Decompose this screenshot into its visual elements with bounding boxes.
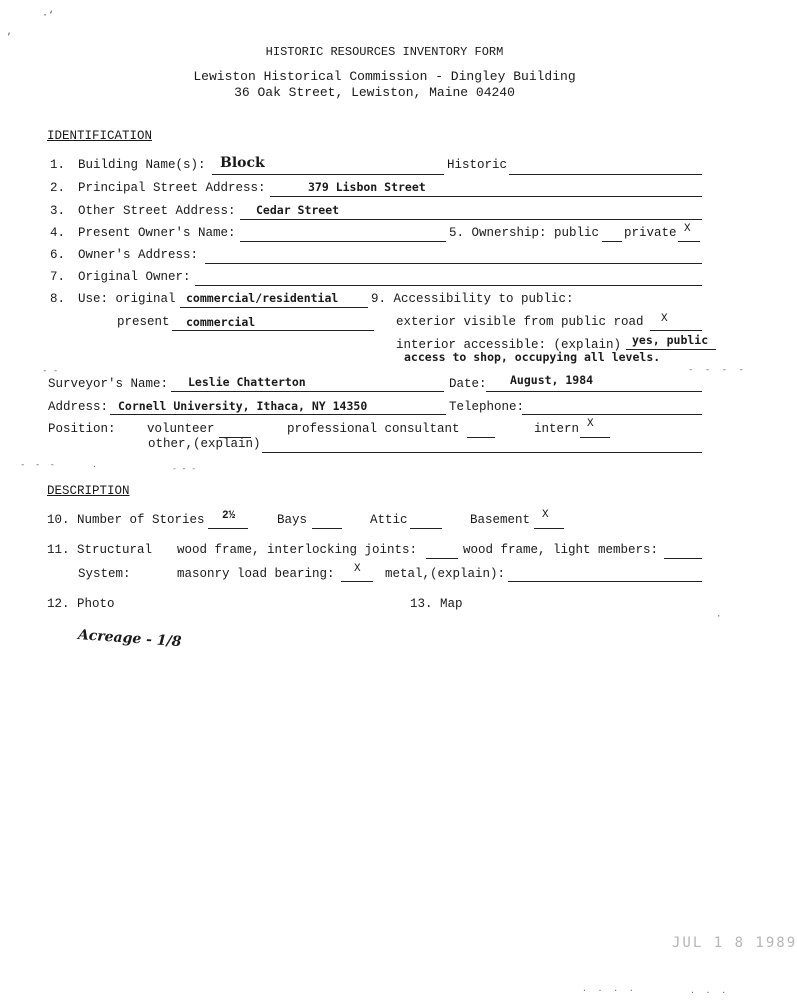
building-name-value: Block bbox=[220, 155, 265, 171]
field-1-number: 1. bbox=[50, 158, 66, 172]
owner-name-label: Present Owner's Name: bbox=[78, 226, 236, 240]
ownership-label: 5. Ownership: public bbox=[449, 226, 600, 240]
basement-line bbox=[534, 528, 564, 529]
historic-label: Historic bbox=[447, 158, 508, 172]
owner-address-label: Owner's Address: bbox=[78, 248, 199, 262]
form-title: HISTORIC RESOURCES INVENTORY FORM bbox=[265, 45, 504, 59]
historic-line bbox=[509, 174, 702, 175]
use-present-line bbox=[172, 330, 374, 331]
date-label: Date: bbox=[449, 377, 487, 391]
building-name-label: Building Name(s): bbox=[78, 158, 206, 172]
exterior-value: X bbox=[661, 313, 668, 325]
telephone-label: Telephone: bbox=[449, 400, 525, 414]
metal-line bbox=[508, 581, 702, 582]
scan-speck: - - - bbox=[20, 460, 58, 470]
field-6-number: 6. bbox=[50, 248, 66, 262]
structural-label: 11. Structural bbox=[47, 543, 153, 557]
other-line bbox=[262, 452, 702, 453]
acreage-handwritten: Acreage - 1/8 bbox=[77, 627, 182, 651]
other-address-line bbox=[240, 219, 702, 220]
telephone-line bbox=[522, 414, 702, 415]
principal-address-label: Principal Street Address: bbox=[78, 181, 266, 195]
stories-label: 10. Number of Stories bbox=[47, 513, 205, 527]
description-heading: DESCRIPTION bbox=[47, 484, 130, 498]
surveyor-address-line bbox=[110, 414, 446, 415]
field-3-number: 3. bbox=[50, 204, 66, 218]
bays-line bbox=[312, 528, 342, 529]
scan-speck: ‚ bbox=[6, 26, 13, 37]
bays-label: Bays bbox=[277, 513, 308, 527]
interior-value-1: yes, public bbox=[632, 333, 709, 347]
field-2-number: 2. bbox=[50, 181, 66, 195]
basement-value: X bbox=[542, 509, 549, 521]
volunteer-label: volunteer bbox=[147, 422, 215, 436]
use-present-value: commercial bbox=[186, 315, 256, 329]
principal-address-value: 379 Lisbon Street bbox=[308, 180, 426, 194]
other-address-label: Other Street Address: bbox=[78, 204, 236, 218]
basement-label: Basement bbox=[470, 513, 531, 527]
masonry-line bbox=[341, 581, 373, 582]
professional-line bbox=[467, 437, 495, 438]
scan-speck: - - - bbox=[172, 464, 197, 473]
interior-label: interior accessible: (explain) bbox=[396, 338, 622, 352]
scan-speck: ·‘ bbox=[42, 10, 55, 21]
stories-line bbox=[208, 528, 248, 529]
wood-light-label: wood frame, light members: bbox=[463, 543, 659, 557]
field-4-number: 4. bbox=[50, 226, 66, 240]
use-original-label: Use: original bbox=[78, 292, 176, 306]
intern-line bbox=[580, 437, 610, 438]
intern-label: intern bbox=[534, 422, 580, 436]
photo-label: 12. Photo bbox=[47, 597, 115, 611]
commission-name: Lewiston Historical Commission - Dingley Building bbox=[193, 69, 576, 84]
surveyor-label: Surveyor's Name: bbox=[48, 377, 169, 391]
private-line bbox=[678, 241, 700, 242]
interior-value-2: access to shop, occupying all levels. bbox=[404, 350, 661, 364]
owner-address-line bbox=[205, 263, 702, 264]
masonry-value: X bbox=[354, 563, 361, 575]
wood-light-line bbox=[664, 558, 702, 559]
scan-speck: · · · bbox=[690, 988, 730, 997]
other-label: other,(explain) bbox=[148, 437, 261, 451]
use-original-line bbox=[180, 307, 368, 308]
private-value: X bbox=[684, 223, 691, 235]
wood-interlocking-line bbox=[426, 558, 458, 559]
professional-label: professional consultant bbox=[287, 422, 460, 436]
map-label: 13. Map bbox=[410, 597, 463, 611]
use-present-label: present bbox=[117, 315, 170, 329]
date-line bbox=[486, 391, 702, 392]
surveyor-line bbox=[171, 391, 444, 392]
original-owner-line bbox=[195, 285, 702, 286]
attic-line bbox=[410, 528, 442, 529]
scan-speck: · bbox=[716, 612, 722, 622]
surveyor-address-label: Address: bbox=[48, 400, 109, 414]
exterior-line bbox=[650, 330, 702, 331]
public-line bbox=[602, 241, 622, 242]
principal-address-line bbox=[270, 196, 702, 197]
use-original-value: commercial/residential bbox=[186, 291, 339, 305]
exterior-label: exterior visible from public road bbox=[396, 315, 644, 329]
attic-label: Attic bbox=[370, 513, 408, 527]
position-label: Position: bbox=[48, 422, 116, 436]
scan-speck: · · · · bbox=[582, 986, 637, 995]
intern-value: X bbox=[587, 418, 594, 430]
accessibility-label: 9. Accessibility to public: bbox=[371, 292, 574, 306]
field-8-number: 8. bbox=[50, 292, 66, 306]
surveyor-address-value: Cornell University, Ithaca, NY 14350 bbox=[118, 399, 368, 413]
owner-name-line bbox=[240, 241, 446, 242]
scan-speck: - - bbox=[42, 366, 59, 376]
received-date-stamp: JUL 1 8 1989 bbox=[672, 935, 797, 951]
stories-value: 2½ bbox=[222, 510, 236, 522]
system-label: System: bbox=[78, 567, 131, 581]
wood-interlocking-label: wood frame, interlocking joints: bbox=[177, 543, 418, 557]
masonry-label: masonry load bearing: bbox=[177, 567, 335, 581]
original-owner-label: Original Owner: bbox=[78, 270, 191, 284]
building-name-line bbox=[212, 174, 444, 175]
scan-dashes: - - - - bbox=[688, 365, 747, 375]
field-7-number: 7. bbox=[50, 270, 66, 284]
metal-label: metal,(explain): bbox=[385, 567, 506, 581]
private-label: private bbox=[624, 226, 677, 240]
commission-address: 36 Oak Street, Lewiston, Maine 04240 bbox=[234, 85, 515, 100]
date-value: August, 1984 bbox=[510, 373, 594, 387]
surveyor-value: Leslie Chatterton bbox=[188, 375, 306, 389]
scan-speck: · bbox=[92, 462, 97, 471]
other-address-value: Cedar Street bbox=[256, 203, 340, 217]
identification-heading: IDENTIFICATION bbox=[47, 129, 153, 143]
